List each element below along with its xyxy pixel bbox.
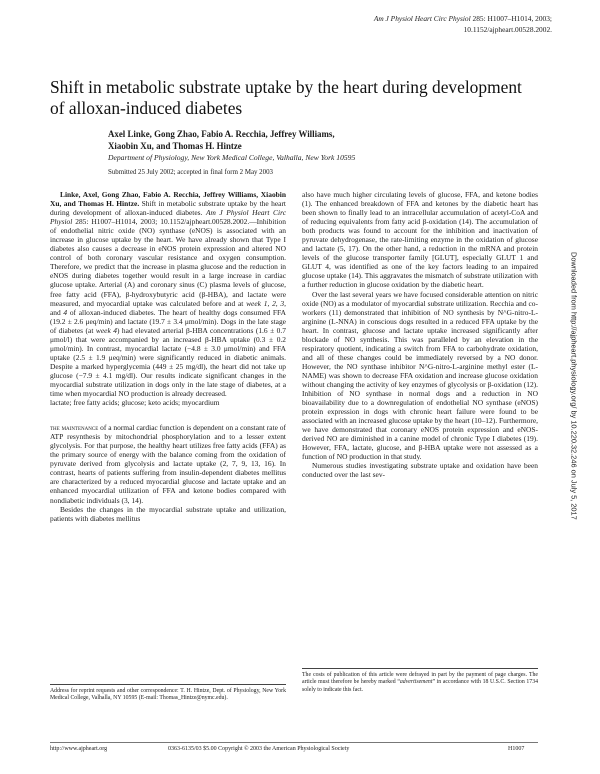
abstract-citation-journal: Am J Physiol Heart Circ Physiol	[50, 208, 286, 227]
body-paragraph-2: Over the last several years we have focused considerable attention on nitric oxide (NO) as a modulator of myocardial substrate utilization. Recchia and co-workers (11) demonstrated that inhibition of NO synthesis by N^G-nitro-L-arginine (L-NNA) in conscious dogs resulted in a reduced FFA uptake by the heart. In contrast, glucose and lactate uptake increased significantly after blockade of NO synthesis. This was paralleled by an elevation in the respiratory quotient, indicating a switch from FFA to carbohydrate oxidation, and all of these changes could be immediately reversed by a NO donor. However, the NO synthase inhibitor N^G-nitro-L-arginine methyl ester (L-NAME) was shown to decrease FFA oxidation and increase glucose oxidation without changing the activity of key enzymes of glycolysis or β-oxidation (12). Inhibition of NO synthase in normal dogs and a reduction in NO bioavailability due to a downregulation of endothelial NO synthase (eNOS) protein expression in dogs with chronic heart failure were found to be associated with an increased glucose uptake by the heart (10–12). Furthermore, we have demonstrated that coronary eNOS protein expression and eNOS-derived NO are diminished in a canine model of chronic Type I diabetes (19). However, FFA, lactate, glucose, and β-HBA uptake were not assessed as a function of NO production in that study.	[302, 289, 538, 462]
intro-text-1: of a normal cardiac function is dependent on a constant rate of ATP resynthesis by mitochondrial phosphorylation and to a lesser extent glycolysis. For that purpose, the healthy heart utilizes free fatty acids (FFA) as the primary source of energy with the balance coming from the oxidation of pyruvate derived from glycolysis and lactate uptake (2, 7, 9, 13, 16). In contrast, hearts of patients suffering from insulin-dependent diabetes mellitus are characterized by a reduced myocardial glucose and lactate uptake and an enhanced myocardial utilization of FFA and ketone bodies compared with nondiabetic individuals (3, 14).	[50, 423, 286, 505]
article-title: Shift in metabolic substrate uptake by the heart during development of alloxan-induced diabetes	[50, 77, 522, 118]
abstract-citation-title: Shift in metabolic substrate uptake by the heart during development of alloxan-induced diabetes.	[50, 199, 286, 218]
abstract-body-2: of alloxan-induced diabetes. The heart of healthy dogs consumed FFA (19.2 ± 2.6 μeq/min) and lactate (19.7 ± 3.4 μmol/min). Dogs in the late stage of diabetes (at	[50, 307, 286, 335]
author-list	[108, 128, 528, 152]
abstract-citation-authors: Linke, Axel, Gong Zhao, Fabio A. Recchia, Jeffrey Williams, Xiaobin Xu, and Thomas H. Hintze.	[50, 190, 286, 209]
abstract-weeks-and: and	[50, 307, 64, 317]
download-source-link[interactable]: http://ajpheart.physiology.org/	[569, 312, 579, 409]
correspondence-footnote: Address for reprint requests and other correspondence: T. H. Hintze, Dept. of Physiology, New York Medical College, Valhalla, NY 10595 (E-mail: Thomas_Hintze@nymc.edu).	[50, 688, 286, 702]
keywords: lactate; free fatty acids; glucose; keto acids; myocardium	[50, 398, 220, 408]
abstract-weeks: week 1, 2, 3,	[246, 298, 286, 308]
abstract-week4-late: week 4	[95, 325, 117, 335]
download-suffix: by 10.220.32.246 on July 5, 2017	[569, 408, 579, 520]
journal-reference	[252, 14, 552, 35]
publication-cost-footnote	[302, 672, 538, 694]
submission-dates: Submitted 25 July 2002; accepted in final form 2 May 2003	[108, 169, 273, 176]
footnote-divider-left	[50, 684, 286, 685]
download-banner-text	[570, 252, 579, 520]
body-paragraph-3: Numerous studies investigating substrate uptake and oxidation have been conducted over the last sev-	[302, 461, 538, 480]
download-banner	[564, 197, 584, 575]
journal-doi: 10.1152/ajpheart.00528.2002.	[463, 24, 552, 34]
cost-note-part-1: The costs of publication of this article were defrayed in part by the payment of page charges. The article must therefore be hereby marked “	[302, 672, 538, 686]
journal-volume-pages: 285: H1007–H1014, 2003;	[470, 14, 552, 23]
affiliation: Department of Physiology, New York Medical College, Valhalla, New York 10595	[108, 153, 356, 162]
cost-note-part-2: ” in accordance with 18 U.S.C. Section 1734 solely to indicate this fact.	[302, 679, 538, 693]
abstract-body-3: ) had elevated arterial β-HBA concentrations (1.6 ± 0.7 μmol/l) that were accompanied by an increased β-HBA uptake (0.3 ± 0.2 μmol/min). In contrast, myocardial lactate (−4.8 ± 3.0 μmol/min) and FFA uptake (2.5 ± 1.9 μeq/min) were significantly reduced in diabetic animals. Despite a marked hyperglycemia (449 ± 25 mg/dl), the heart did not take up glucose (−7.9 ± 4.1 mg/dl). Our results indicate significant changes in the myocardial substrate utilization in dogs only in the late stage of diabetes, at a time when myocardial NO production is already decreased.	[50, 325, 286, 399]
body-paragraph-1: also have much higher circulating levels of glucose, FFA, and ketone bodies (1). The enhanced breakdown of FFA and ketones by the diabetic heart has been shown to finally lead to an intracellular accumulation of acetyl-CoA and of reducing equivalents from fatty acid β-oxidation (14). The accumulation of both products was found to account for the inhibition and inactivation of pyruvate dehydrogenase, the rate-limiting enzyme in the oxidation of glucose and lactate (5, 17). On the other hand, a reduction in the mRNA and protein levels of the glucose transporter family [GLUT], especially GLUT 1 and GLUT 4, was identified as one of the key factors leading to an impaired glucose uptake (14). This aggravates the mismatch of substrate utilization with a further reduction in glucose oxidation by the diabetic heart.	[302, 190, 538, 290]
journal-name: Am J Physiol Heart Circ Physiol	[373, 14, 471, 23]
abstract	[50, 190, 286, 398]
footnote-divider-right	[302, 668, 538, 669]
left-column	[50, 190, 286, 523]
intro-paragraph-2: Besides the changes in the myocardial substrate uptake and utilization, patients with diabetes mellitus	[50, 504, 286, 523]
footer-divider	[50, 742, 538, 743]
author-line-1: Axel Linke, Gong Zhao, Fabio A. Recchia, Jeffrey Williams,	[108, 129, 335, 139]
intro-lead-words: the maintenance	[50, 423, 99, 433]
right-column	[302, 190, 538, 480]
journal-url[interactable]: http://www.ajpheart.org	[50, 746, 108, 752]
abstract-week-4: 4	[63, 307, 68, 317]
author-line-2: Xiaobin Xu, and Thomas H. Hintze	[108, 141, 242, 151]
intro-paragraph-1	[50, 423, 286, 504]
page-number: H1007	[508, 746, 525, 752]
abstract-body-1: 285: H1007–H1014, 2003; 10.1152/ajpheart.00528.2002.—Inhibition of endothelial nitric oxide (NO) synthase (eNOS) is associated with an increase in glucose uptake by the heart. We have already shown that Type I diabetes also causes a decrease in eNOS protein expression and altered NO control of both coronary vascular resistance and oxygen consumption. Therefore, we predict that the increase in plasma glucose and the reduction in eNOS during diabetes together would result in a large increase in cardiac glucose uptake. Arterial (A) and coronary sinus (C) plasma levels of glucose, free fatty acid (FFA), β-hydroxybutyric acid (β-HBA), and lactate were measured, and myocardial uptake was calculated before and at	[50, 217, 286, 308]
download-prefix: Downloaded from	[569, 252, 579, 313]
issn-copyright: 0363-6135/03 $5.00 Copyright © 2003 the American Physiological Society	[168, 746, 350, 752]
cost-note-italic: advertisement	[399, 679, 433, 686]
abstract-paragraph	[50, 190, 286, 398]
